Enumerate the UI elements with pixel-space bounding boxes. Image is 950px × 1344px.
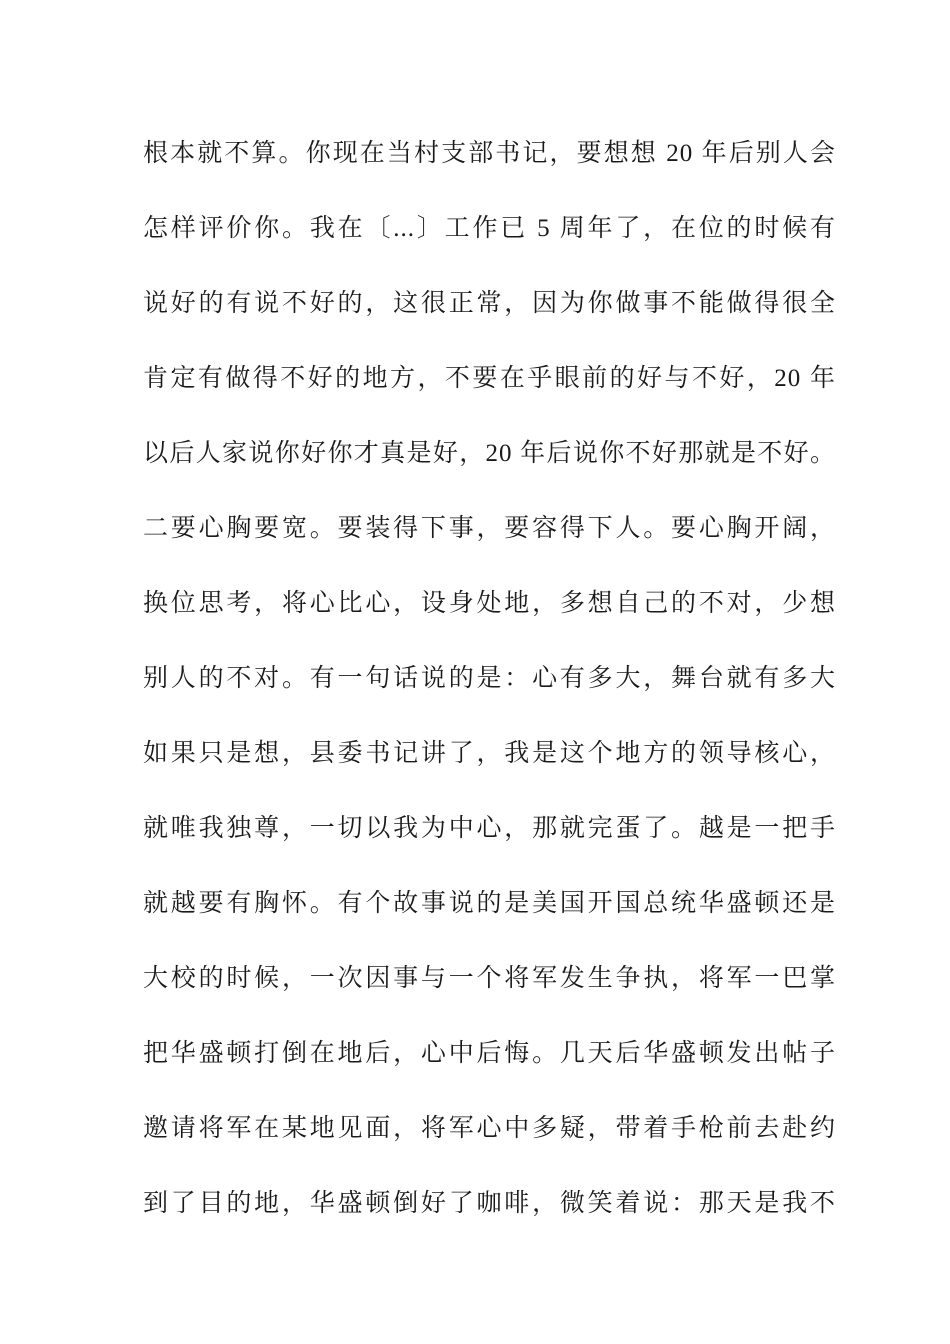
text-line: 说好的有说不好的，这很正常，因为你做事不能做得很全 (143, 290, 836, 317)
text-line: 肯定有做得不好的地方，不要在乎眼前的好与不好，20 年 (143, 365, 836, 392)
text-line: 把华盛顿打倒在地后，心中后悔。几天后华盛顿发出帖子 (143, 1040, 836, 1067)
document-text-block (143, 116, 836, 1241)
text-line: 到了目的地，华盛顿倒好了咖啡，微笑着说：那天是我不 (143, 1190, 836, 1217)
text-line: 大校的时候，一次因事与一个将军发生争执，将军一巴掌 (143, 965, 836, 992)
text-line: 以后人家说你好你才真是好，20 年后说你不好那就是不好。 (143, 440, 836, 467)
text-line: 怎样评价你。我在〔...〕工作已 5 周年了，在位的时候有 (143, 215, 836, 242)
text-line: 别人的不对。有一句话说的是：心有多大，舞台就有多大 (143, 665, 836, 692)
text-line: 邀请将军在某地见面，将军心中多疑，带着手枪前去赴约 (143, 1115, 836, 1142)
text-line: 就唯我独尊，一切以我为中心，那就完蛋了。越是一把手 (143, 815, 836, 842)
text-line: 根本就不算。你现在当村支部书记，要想想 20 年后别人会 (143, 140, 836, 167)
text-line: 二要心胸要宽。要装得下事，要容得下人。要心胸开阔， (143, 515, 836, 542)
text-line: 就越要有胸怀。有个故事说的是美国开国总统华盛顿还是 (143, 890, 836, 917)
text-line: 换位思考，将心比心，设身处地，多想自己的不对，少想 (143, 590, 836, 617)
text-line: 如果只是想，县委书记讲了，我是这个地方的领导核心， (143, 740, 836, 767)
